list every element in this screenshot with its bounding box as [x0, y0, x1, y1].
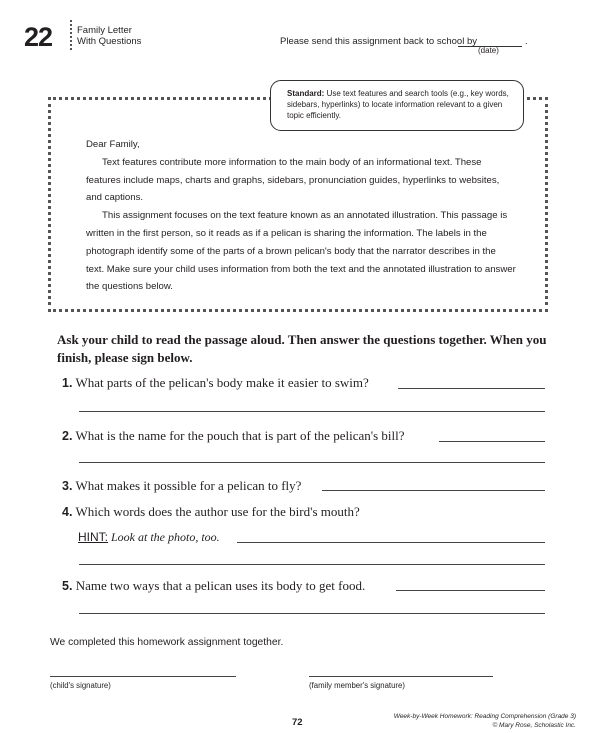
hint-text: Look at the photo, too.	[111, 530, 220, 544]
question-2-answer-line-1[interactable]	[439, 441, 545, 442]
question-1-answer-line-2[interactable]	[79, 411, 545, 412]
child-signature-label: (child's signature)	[50, 681, 111, 690]
question-3-number: 3.	[62, 479, 73, 493]
send-back-text: Please send this assignment back to school by	[280, 36, 477, 47]
question-3-text: What makes it possible for a pelican to fly?	[75, 478, 302, 493]
lesson-title	[77, 25, 141, 47]
date-label: (date)	[478, 46, 499, 55]
question-1-answer-line-1[interactable]	[398, 388, 545, 389]
question-4-number: 4.	[62, 505, 73, 519]
family-signature-label: (family member's signature)	[309, 681, 405, 690]
question-4-answer-line-2[interactable]	[79, 564, 545, 565]
standard-callout	[270, 80, 524, 131]
question-1-number: 1.	[62, 376, 73, 390]
family-signature-line[interactable]	[309, 676, 493, 677]
standard-text: Use text features and search tools (e.g., key words, sidebars, hyperlinks) to locate information relevant to a given topic efficiently.	[287, 89, 509, 120]
question-2-number: 2.	[62, 429, 73, 443]
credit	[380, 713, 576, 730]
letter-paragraph-1: Text features contribute more information to the main body of an informational text. These features include maps, charts and graphs, sidebars, pronunciation guides, hyperlinks to websites, and captions.	[86, 156, 500, 204]
question-5-number: 5.	[62, 579, 73, 593]
date-end-punct: .	[525, 36, 528, 47]
credit-line-2: © Mary Rose, Scholastic Inc.	[492, 721, 576, 729]
credit-line-1: Week-by-Week Homework: Reading Comprehension (Grade 3)	[393, 713, 576, 720]
lesson-title-line1: Family Letter	[77, 25, 132, 36]
header-divider	[70, 20, 72, 50]
instructions: Ask your child to read the passage aloud. Then answer the questions together. When you finish, please sign below.	[57, 332, 547, 365]
question-4	[62, 504, 360, 520]
question-3	[62, 478, 301, 494]
question-5-text: Name two ways that a pelican uses its body to get food.	[75, 578, 366, 593]
page-number: 72	[292, 717, 303, 728]
completion-statement: We completed this homework assignment together.	[50, 637, 284, 648]
standard-label: Standard:	[287, 89, 325, 98]
question-5	[62, 578, 365, 594]
question-2-answer-line-2[interactable]	[79, 462, 545, 463]
letter-salutation: Dear Family,	[86, 139, 140, 150]
question-2-text: What is the name for the pouch that is part of the pelican's bill?	[75, 428, 405, 443]
question-2	[62, 428, 405, 444]
question-5-answer-line-2[interactable]	[79, 613, 545, 614]
family-letter	[86, 136, 516, 296]
lesson-number: 22	[24, 22, 53, 52]
question-5-answer-line-1[interactable]	[396, 590, 545, 591]
question-4-answer-line-1[interactable]	[237, 542, 545, 543]
question-4-text: Which words does the author use for the bird's mouth?	[75, 504, 360, 519]
letter-paragraph-2: This assignment focuses on the text feature known as an annotated illustration. This passage is written in the first person, so it reads as if a pelican is sharing the information. The labels in the photograph identify some of the parts of a brown pelican's body that the narrator describes in the text. Make sure your child uses information from both the text and the annotated illustration to answer the questions below.	[86, 210, 516, 293]
question-1	[62, 375, 369, 391]
child-signature-line[interactable]	[50, 676, 236, 677]
lesson-title-line2: With Questions	[77, 36, 142, 47]
question-4-hint	[78, 530, 220, 545]
question-1-text: What parts of the pelican's body make it easier to swim?	[75, 375, 369, 390]
question-3-answer-line-1[interactable]	[322, 490, 545, 491]
hint-label: HINT:	[78, 530, 108, 544]
